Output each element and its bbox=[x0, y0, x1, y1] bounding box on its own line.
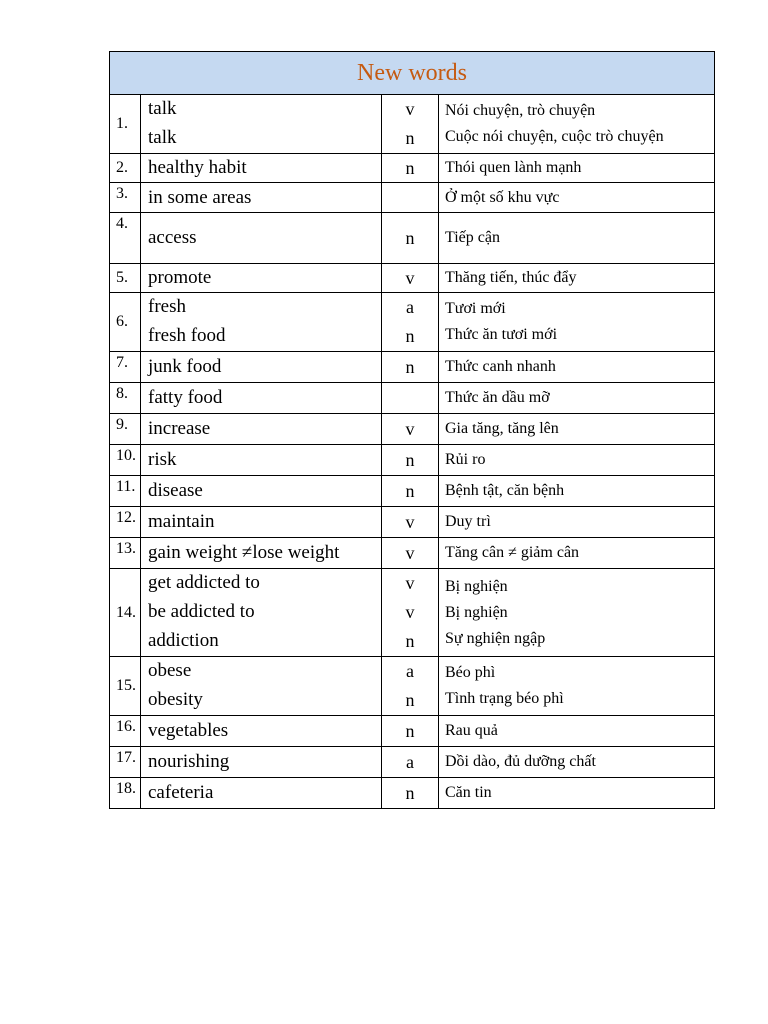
vocab-word-cell bbox=[141, 747, 382, 778]
vietnamese-meaning: Bị nghiện bbox=[445, 603, 508, 621]
row-number: 11. bbox=[110, 476, 141, 507]
part-of-speech-cell bbox=[382, 264, 439, 293]
table-row bbox=[110, 445, 715, 476]
table-title-cell bbox=[110, 52, 715, 95]
table-row bbox=[110, 183, 715, 213]
part-of-speech: n bbox=[405, 631, 415, 651]
part-of-speech-cell bbox=[382, 747, 439, 778]
vietnamese-meaning: Thức ăn tươi mới bbox=[445, 326, 558, 343]
table-row bbox=[110, 778, 715, 809]
vietnamese-meaning: Thăng tiến, thúc đẩy bbox=[445, 269, 577, 286]
row-number: 13. bbox=[110, 538, 141, 569]
vietnamese-meaning: Căn tin bbox=[445, 784, 492, 801]
vietnamese-meaning: Sự nghiện ngập bbox=[445, 629, 546, 647]
vietnamese-meaning: Dồi dào, đủ dưỡng chất bbox=[445, 753, 596, 770]
table-row bbox=[110, 507, 715, 538]
table-row bbox=[110, 747, 715, 778]
vietnamese-meaning: Ở một số khu vực bbox=[445, 188, 560, 206]
part-of-speech: a bbox=[406, 661, 414, 681]
part-of-speech-cell bbox=[382, 293, 439, 352]
part-of-speech-cell bbox=[382, 507, 439, 538]
vocab-word-cell bbox=[141, 657, 382, 716]
vocab-word-cell bbox=[141, 95, 382, 154]
vocab-word: access bbox=[148, 227, 197, 248]
vocab-word: promote bbox=[148, 267, 212, 288]
part-of-speech-cell bbox=[382, 445, 439, 476]
vocab-word-cell bbox=[141, 445, 382, 476]
table-row bbox=[110, 154, 715, 183]
vocab-word-cell bbox=[141, 293, 382, 352]
part-of-speech: v bbox=[405, 573, 415, 593]
part-of-speech-cell bbox=[382, 657, 439, 716]
vocab-word-cell bbox=[141, 538, 382, 569]
part-of-speech: a bbox=[406, 752, 414, 772]
vocab-word: in some areas bbox=[148, 186, 252, 208]
vocab-word: gain weight ≠lose weight bbox=[148, 542, 340, 563]
vocabulary-body bbox=[110, 52, 715, 809]
part-of-speech: n bbox=[405, 690, 415, 710]
vocab-word: obese bbox=[148, 660, 192, 681]
part-of-speech-cell bbox=[382, 154, 439, 183]
vocab-word: nourishing bbox=[148, 751, 230, 772]
table-row bbox=[110, 293, 715, 352]
part-of-speech: n bbox=[405, 228, 415, 248]
vocab-word: vegetables bbox=[148, 720, 229, 741]
row-number: 6. bbox=[110, 293, 141, 352]
vietnamese-meaning: Bệnh tật, căn bệnh bbox=[445, 482, 565, 499]
part-of-speech-cell bbox=[382, 213, 439, 264]
part-of-speech: n bbox=[405, 450, 415, 470]
row-number: 18. bbox=[110, 778, 141, 809]
row-number: 1. bbox=[110, 95, 141, 154]
vietnamese-meaning: Thức ăn dầu mỡ bbox=[445, 389, 550, 406]
vietnamese-meaning: Gia tăng, tăng lên bbox=[445, 420, 559, 437]
vietnamese-meaning: Tiếp cận bbox=[445, 229, 500, 246]
table-row bbox=[110, 476, 715, 507]
vietnamese-meaning-cell bbox=[439, 569, 715, 657]
vietnamese-meaning-cell bbox=[439, 747, 715, 778]
table-row bbox=[110, 538, 715, 569]
vocab-word: obesity bbox=[148, 689, 203, 710]
part-of-speech: v bbox=[405, 512, 415, 532]
title-row bbox=[110, 52, 715, 95]
part-of-speech-cell bbox=[382, 476, 439, 507]
table-row bbox=[110, 716, 715, 747]
vietnamese-meaning-cell bbox=[439, 293, 715, 352]
part-of-speech-cell bbox=[382, 183, 439, 213]
vocab-word: increase bbox=[148, 418, 211, 439]
row-number: 17. bbox=[110, 747, 141, 778]
vocab-word: fatty food bbox=[148, 387, 223, 408]
part-of-speech: v bbox=[405, 268, 415, 288]
vietnamese-meaning: Thói quen lành mạnh bbox=[445, 159, 582, 176]
vietnamese-meaning-cell bbox=[439, 183, 715, 213]
vocab-word: be addicted to bbox=[148, 601, 255, 622]
vietnamese-meaning: Thức canh nhanh bbox=[445, 358, 556, 375]
vocab-word: maintain bbox=[148, 511, 215, 532]
vietnamese-meaning: Rủi ro bbox=[445, 451, 486, 468]
vietnamese-meaning: Tươi mới bbox=[445, 300, 506, 317]
vocab-word: healthy habit bbox=[148, 157, 247, 178]
vocab-word-cell bbox=[141, 383, 382, 414]
vietnamese-meaning-cell bbox=[439, 778, 715, 809]
vocab-word-cell bbox=[141, 154, 382, 183]
vietnamese-meaning-cell bbox=[439, 383, 715, 414]
vocab-word: addiction bbox=[148, 630, 219, 651]
part-of-speech: v bbox=[405, 543, 415, 563]
part-of-speech: n bbox=[405, 357, 415, 377]
vocab-word-cell bbox=[141, 352, 382, 383]
table-row bbox=[110, 213, 715, 264]
vocab-word-cell bbox=[141, 414, 382, 445]
part-of-speech-cell bbox=[382, 569, 439, 657]
part-of-speech: n bbox=[405, 128, 415, 148]
row-number: 16. bbox=[110, 716, 141, 747]
row-number: 10. bbox=[110, 445, 141, 476]
vocab-word: disease bbox=[148, 480, 203, 501]
vietnamese-meaning: Tăng cân ≠ giảm cân bbox=[445, 544, 580, 561]
part-of-speech: n bbox=[405, 326, 415, 346]
vietnamese-meaning: Cuộc nói chuyện, cuộc trò chuyện bbox=[445, 128, 664, 145]
table-row bbox=[110, 383, 715, 414]
vietnamese-meaning-cell bbox=[439, 476, 715, 507]
vietnamese-meaning: Rau quả bbox=[445, 722, 498, 739]
vietnamese-meaning-cell bbox=[439, 264, 715, 293]
vietnamese-meaning-cell bbox=[439, 213, 715, 264]
part-of-speech-cell bbox=[382, 414, 439, 445]
vocab-word: fresh food bbox=[148, 325, 226, 346]
row-number: 4. bbox=[110, 213, 141, 264]
vocab-word: get addicted to bbox=[148, 572, 260, 593]
vietnamese-meaning: Tình trạng béo phì bbox=[445, 690, 564, 707]
row-number: 7. bbox=[110, 352, 141, 383]
vocab-word-cell bbox=[141, 476, 382, 507]
vietnamese-meaning-cell bbox=[439, 95, 715, 154]
vocab-word: junk food bbox=[148, 356, 222, 377]
part-of-speech: v bbox=[405, 99, 415, 119]
vocab-word: talk bbox=[148, 127, 177, 148]
vietnamese-meaning: Béo phì bbox=[445, 664, 496, 681]
part-of-speech-cell bbox=[382, 383, 439, 414]
row-number: 14. bbox=[110, 569, 141, 657]
part-of-speech-cell bbox=[382, 352, 439, 383]
row-number: 12. bbox=[110, 507, 141, 538]
table-row bbox=[110, 352, 715, 383]
vocab-word: talk bbox=[148, 98, 177, 119]
table-row bbox=[110, 414, 715, 445]
part-of-speech-cell bbox=[382, 538, 439, 569]
vocab-word-cell bbox=[141, 569, 382, 657]
part-of-speech-cell bbox=[382, 778, 439, 809]
row-number: 8. bbox=[110, 383, 141, 414]
part-of-speech: n bbox=[405, 721, 415, 741]
table-row bbox=[110, 569, 715, 657]
vietnamese-meaning-cell bbox=[439, 414, 715, 445]
table-row bbox=[110, 95, 715, 154]
row-number: 3. bbox=[110, 183, 141, 213]
vocab-word-cell bbox=[141, 507, 382, 538]
part-of-speech: n bbox=[405, 158, 415, 178]
vocab-word-cell bbox=[141, 778, 382, 809]
table-title: New words bbox=[357, 59, 468, 86]
vocab-word: cafeteria bbox=[148, 782, 214, 803]
row-number: 15. bbox=[110, 657, 141, 716]
vocabulary-table bbox=[109, 51, 715, 809]
part-of-speech: a bbox=[406, 297, 414, 317]
part-of-speech: v bbox=[405, 419, 415, 439]
part-of-speech: n bbox=[405, 783, 415, 803]
vocab-word: fresh bbox=[148, 296, 186, 317]
part-of-speech: n bbox=[405, 481, 415, 501]
vocab-word-cell bbox=[141, 716, 382, 747]
vietnamese-meaning-cell bbox=[439, 154, 715, 183]
row-number: 2. bbox=[110, 154, 141, 183]
vietnamese-meaning-cell bbox=[439, 507, 715, 538]
part-of-speech-cell bbox=[382, 95, 439, 154]
table-row bbox=[110, 264, 715, 293]
part-of-speech: v bbox=[405, 602, 415, 622]
vietnamese-meaning-cell bbox=[439, 538, 715, 569]
vietnamese-meaning-cell bbox=[439, 716, 715, 747]
vocab-word: risk bbox=[148, 449, 177, 470]
vietnamese-meaning: Nói chuyện, trò chuyện bbox=[445, 102, 596, 119]
vietnamese-meaning: Bị nghiện bbox=[445, 577, 508, 595]
row-number: 5. bbox=[110, 264, 141, 293]
vocab-word-cell bbox=[141, 183, 382, 213]
vietnamese-meaning-cell bbox=[439, 657, 715, 716]
table-row bbox=[110, 657, 715, 716]
vietnamese-meaning-cell bbox=[439, 352, 715, 383]
vietnamese-meaning-cell bbox=[439, 445, 715, 476]
part-of-speech-cell bbox=[382, 716, 439, 747]
vocab-word-cell bbox=[141, 264, 382, 293]
vocab-word-cell bbox=[141, 213, 382, 264]
row-number: 9. bbox=[110, 414, 141, 445]
vietnamese-meaning: Duy trì bbox=[445, 513, 491, 530]
